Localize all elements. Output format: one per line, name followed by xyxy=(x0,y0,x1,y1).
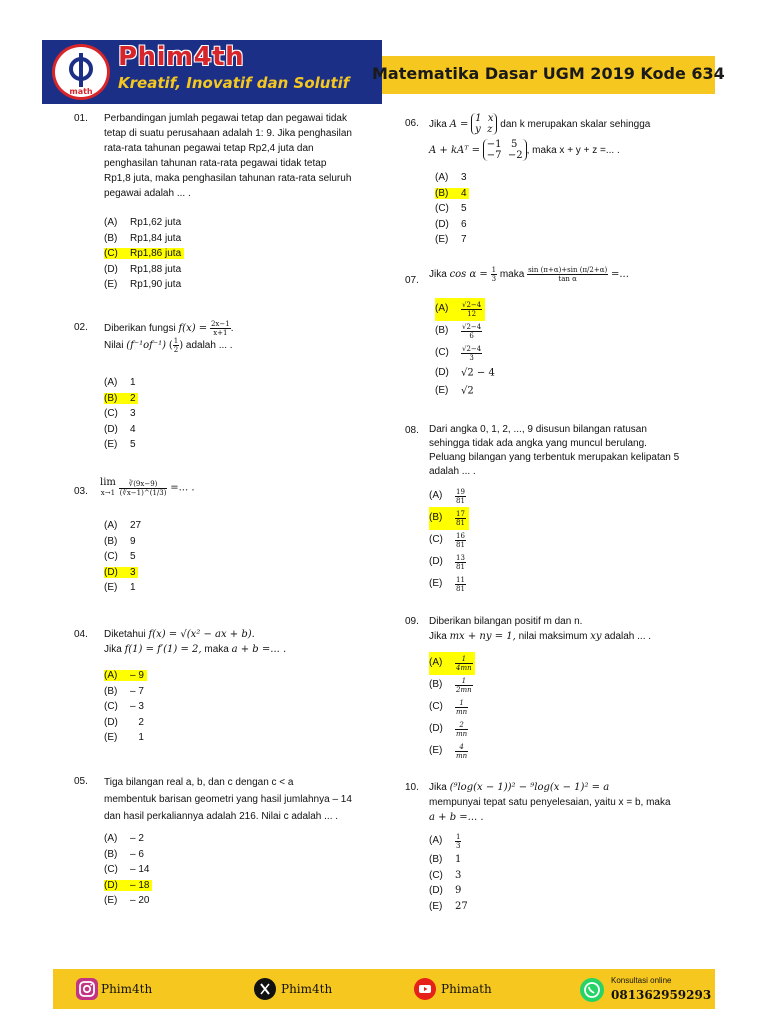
option-c[interactable]: (C) 5 xyxy=(435,203,467,214)
question-line: Peluang bilangan yang terbentuk merupakan kelipatan 5 xyxy=(429,452,680,463)
option-c[interactable]: (C) – 14 xyxy=(104,864,150,875)
question-text: Diberikan bilangan positif m dan n. Jika mx + ny = 1, nilai maksimum xy adalah ... . xyxy=(429,614,715,644)
option-a[interactable]: (A) Rp1,62 juta xyxy=(104,217,182,228)
option-a[interactable]: (A) 27 xyxy=(104,520,142,531)
question-text: lim x→1 $\frac{∛(9x-9)}{(∛x-1)\^{}(1/3)}$ =... . xyxy=(100,477,195,497)
question-line: penghasilan tahunan rata-rata pegawai tidak tetap xyxy=(104,158,327,169)
option-a[interactable]: (A) – 2 xyxy=(104,833,144,844)
option-d[interactable]: (D) 9 xyxy=(429,885,462,896)
question-number: 06. xyxy=(405,118,419,129)
question-number: 05. xyxy=(74,776,88,787)
question-number: 07. xyxy=(405,275,419,286)
question-line: membentuk barisan geometri yang hasil jumlahnya – 14 xyxy=(104,794,352,805)
question-line: mempunyai tepat satu penyelesaian, yaitu x = b, maka xyxy=(429,797,671,808)
option-b[interactable]: (B) – 7 xyxy=(104,685,144,697)
option-e[interactable]: (E) 7 xyxy=(435,234,467,245)
question-number: 02. xyxy=(74,322,88,333)
question-line: Perbandingan jumlah pegawai tetap dan pegawai tidak xyxy=(104,113,347,124)
question-text xyxy=(104,774,366,825)
whatsapp-icon[interactable] xyxy=(580,978,604,1002)
option-b-selected[interactable]: (B) 2 xyxy=(104,391,138,407)
option-d-selected[interactable]: (D) 3 xyxy=(104,565,141,581)
option-e[interactable]: (E) $\frac{11}{81}$ xyxy=(429,575,465,593)
question-text xyxy=(104,111,366,201)
option-list xyxy=(435,170,469,248)
question-number: 03. xyxy=(74,486,88,497)
option-c[interactable]: (C) 3 xyxy=(104,408,136,419)
option-d[interactable]: (D) $\frac{13}{81}$ xyxy=(429,553,465,571)
option-c[interactable]: (C) 5 xyxy=(104,551,136,562)
question-text: Jika A = 1 x y z dan k merupakan skalar sehingga A + kAᵀ = −1 5 −7 −2 , maka x + y + z =... . xyxy=(429,113,651,162)
question-line: dan hasil perkaliannya adalah 216. Nilai c adalah ... . xyxy=(104,811,339,822)
option-d-selected[interactable]: (D) – 18 xyxy=(104,878,152,894)
option-b[interactable]: (B) – 6 xyxy=(104,848,144,860)
option-e[interactable]: (E) 27 xyxy=(429,900,468,912)
option-c-selected[interactable]: (C) Rp1,86 juta xyxy=(104,246,184,262)
option-c[interactable]: (C) – 3 xyxy=(104,701,144,712)
option-list xyxy=(429,652,475,762)
question-number: 04. xyxy=(74,629,88,640)
option-b[interactable]: (B) Rp1,84 juta xyxy=(104,232,182,244)
option-e[interactable]: (E) 5 xyxy=(104,439,136,450)
question-number: 08. xyxy=(405,425,419,436)
option-list xyxy=(104,518,141,596)
option-b-selected[interactable]: (B) $\frac{17}{81}$ xyxy=(429,507,469,529)
option-b[interactable]: (B) $\frac{1}{2mn}$ xyxy=(429,676,472,694)
x-twitter-icon[interactable] xyxy=(254,978,276,1000)
question-text: Jika cos α = $\frac{1}{3}$ maka $\frac{\sin (\pi+\alpha)+\sin (\pi/2+\alpha)}{\text{tan α}}$ =... xyxy=(429,266,629,283)
question-text: Jika (⁹log(x − 1))² − ⁹log(x − 1)² = a mempunyai tepat satu penyelesaian, yaitu x = b, maka a + b =... . xyxy=(429,780,715,825)
question-line: pegawai adalah ... . xyxy=(104,188,191,199)
question-line: adalah ... . xyxy=(429,466,476,477)
option-a[interactable]: (A) 1 xyxy=(104,377,136,388)
question-text: Diketahui f(x) = √(x² − ax + b). Jika f(1) = f′(1) = 2, maka a + b =... . xyxy=(104,629,287,655)
brand-name: Phim4th xyxy=(118,42,245,72)
option-d[interactable]: (D) √2 − 4 xyxy=(435,367,495,379)
option-b-selected[interactable]: (B) 4 xyxy=(435,186,469,202)
question-line: Dari angka 0, 1, 2, ..., 9 disusun bilangan ratusan xyxy=(429,424,647,435)
option-e[interactable]: (E) 1 xyxy=(104,732,144,743)
document-title: Matematika Dasar UGM 2019 Kode 634 xyxy=(372,64,725,83)
consult-label: Konsultasi online xyxy=(611,976,672,985)
option-list xyxy=(429,830,468,914)
phone-number[interactable]: 081362959293 xyxy=(611,988,712,1002)
option-list xyxy=(104,831,152,909)
question-line: Diberikan bilangan positif m dan n. xyxy=(429,616,583,627)
question-line: rata-rata tahunan pegawai tetap Rp2,4 juta dan xyxy=(104,143,314,154)
question-text: Diberikan fungsi f(x) = $\frac{2x-1}{x+1}$ . Nilai (f⁻¹of⁻¹) ( $\frac{1}{2}$ ) adalah ... . xyxy=(104,320,234,354)
option-list xyxy=(104,375,138,453)
option-e[interactable]: (E) Rp1,90 juta xyxy=(104,279,182,290)
question-number: 09. xyxy=(405,616,419,627)
option-a-selected[interactable]: (A) $\frac{√2-4}{12}$ xyxy=(435,298,495,320)
instagram-handle[interactable]: Phim4th xyxy=(101,982,153,996)
option-list xyxy=(104,668,147,746)
option-d[interactable]: (D) 4 xyxy=(104,423,136,435)
option-b[interactable]: (B) $\frac{√2-4}{6}$ xyxy=(435,322,482,340)
option-e[interactable]: (E) √2 xyxy=(435,385,474,397)
brand-tagline: Kreatif, Inovatif dan Solutif xyxy=(118,74,350,92)
option-a[interactable]: (A) 3 xyxy=(435,172,467,183)
logo-text: math xyxy=(69,87,93,96)
question-line: a + b =... . xyxy=(429,812,484,823)
x-handle[interactable]: Phim4th xyxy=(281,982,333,996)
option-e[interactable]: (E) 1 xyxy=(104,582,136,593)
question-text xyxy=(429,423,715,479)
option-d[interactable]: (D) Rp1,88 juta xyxy=(104,263,182,275)
question-line: tetap di suatu perusahaan adalah 1: 9. Jika penghasilan xyxy=(104,128,352,139)
option-b[interactable]: (B) 1 xyxy=(429,854,462,865)
option-c[interactable]: (C) $\frac{1}{mn}$ xyxy=(429,698,468,716)
option-list xyxy=(429,485,469,595)
question-line: Rp1,8 juta, maka penghasilan tahunan rata-rata seluruh xyxy=(104,173,352,184)
option-d[interactable]: (D) $\frac{2}{mn}$ xyxy=(429,720,468,738)
instagram-icon[interactable] xyxy=(76,978,98,1000)
option-a-selected[interactable]: (A) $\frac{1}{4mn}$ xyxy=(429,652,475,674)
youtube-handle[interactable]: Phimath xyxy=(441,982,492,996)
option-d[interactable]: (D) 2 xyxy=(104,716,144,728)
option-a[interactable]: (A) $\frac{1}{3}$ xyxy=(429,832,461,850)
option-b[interactable]: (B) 9 xyxy=(104,535,136,547)
option-d[interactable]: (D) 6 xyxy=(435,218,467,230)
question-number: 10. xyxy=(405,782,419,793)
question-line: sehingga tidak ada angka yang muncul berulang. xyxy=(429,438,647,449)
question-line: Tiga bilangan real a, b, dan c dengan c < a xyxy=(104,777,294,788)
brand-logo xyxy=(52,44,110,100)
option-list xyxy=(435,298,495,400)
option-list xyxy=(104,215,184,293)
option-c[interactable]: (C) $\frac{√2-4}{3}$ xyxy=(435,344,482,362)
option-a-selected[interactable]: (A) – 9 xyxy=(104,668,147,684)
option-c[interactable]: (C) 3 xyxy=(429,869,462,881)
youtube-icon[interactable] xyxy=(414,978,436,1000)
option-e[interactable]: (E) $\frac{4}{mn}$ xyxy=(429,742,468,760)
option-c[interactable]: (C) $\frac{16}{81}$ xyxy=(429,531,465,549)
phi-logo-icon xyxy=(55,47,107,97)
option-a[interactable]: (A) $\frac{19}{81}$ xyxy=(429,487,465,505)
question-number: 01. xyxy=(74,113,88,124)
option-e[interactable]: (E) – 20 xyxy=(104,895,150,906)
